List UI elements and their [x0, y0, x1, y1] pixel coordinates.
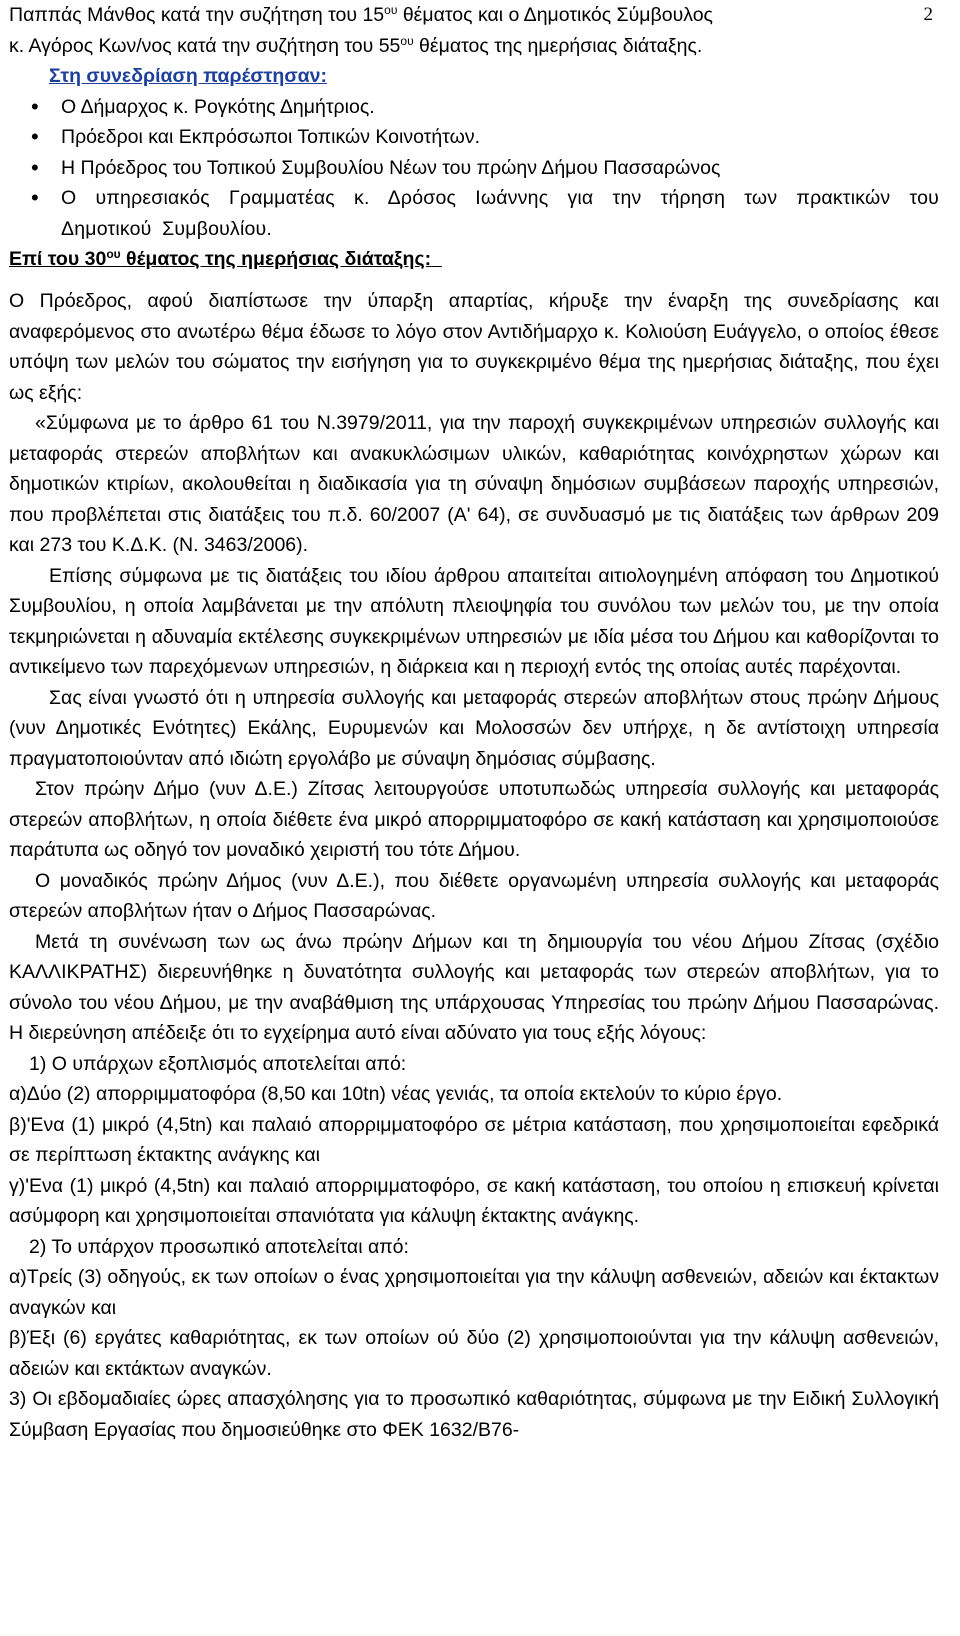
equipment-item-b: β)'Ενα (1) μικρό (4,5tn) και παλαιό απορριμματοφόρο σε μέτρια κατάσταση, που χρησιμοποιείται εφεδρικά σε περίπτωση έκτακτης ανάγκης και: [9, 1113, 939, 1166]
equipment-heading: 1) Ο υπάρχων εξοπλισμός αποτελείται από:: [29, 1052, 407, 1075]
equipment-item-c: γ)'Ενα (1) μικρό (4,5tn) και παλαιό απορριμματοφόρο, σε κακή κατάσταση, του οποίου η επισκευή κρίνεται ασύμφορη και χρησιμοποιείται σπανιότατα για κάλυψη έκτακτης ανάγκης.: [9, 1174, 939, 1227]
staff-item-b: β)Έξι (6) εργάτες καθαριότητας, εκ των οποίων ού δύο (2) χρησιμοποιούνται για την κάλυψη ασθενειών, αδειών και εκτάκτων αναγκών.: [9, 1327, 939, 1380]
intro-text: Παππάς Μάνθος κατά την συζήτηση του 15: [9, 4, 385, 26]
superscript: ου: [400, 33, 414, 48]
superscript: ου: [384, 3, 398, 17]
staff-item-a: α)Τρείς (3) οδηγούς, εκ των οποίων ο ένας χρησιμοποιείται για την κάλυψη ασθενειών, αδειών και έκτακτων αναγκών και: [9, 1266, 939, 1319]
attendee-item: • Πρόεδροι και Εκπρόσωποι Τοπικών Κοινοτήτων.: [9, 122, 939, 153]
attendee-item: • Ο υπηρεσιακός Γραμματέας κ. Δρόσος Ιωάννης για την τήρηση των πρακτικών του Δημοτικού Συμβουλίου.: [9, 183, 939, 244]
document-page: [9, 0, 939, 1445]
topic-heading-text: θέματος της ημερήσιας διάταξης:: [120, 248, 432, 270]
item-3: 3) Οι εβδομαδιαίες ώρες απασχόλησης για το προσωπικό καθαριότητας, σύμφωνα με την Ειδική Συλλογική Σύμβαση Εργασίας που δημοσιεύθηκε στο ΦΕΚ 1632/Β76-: [9, 1388, 939, 1441]
paragraph-4: Σας είναι γνωστό ότι η υπηρεσία συλλογής και μεταφοράς στερεών αποβλήτων στους πρώην Δήμους (νυν Δημοτικές Ενότητες) Εκάλης, Ευρυμενών και Μολοσσών δεν υπήρχε, η δε αντίστοιχη υπηρεσία πραγματοποιούνταν από ιδιώτη εργολάβο με σύναψη δημόσιας σύμβασης.: [9, 686, 939, 770]
page-number: 2: [923, 4, 933, 25]
intro-text: θέματος και ο Δημοτικός Σύμβουλος: [397, 4, 713, 26]
paragraph-3: Επίσης σύμφωνα με τις διατάξεις του ιδίου άρθρου απαιτείται αιτιολογημένη απόφαση του Δημοτικού Συμβουλίου, η οποία λαμβάνεται με την απόλυτη πλειοψηφία του συνόλου των μελών του, με την οποία τεκμηριώνεται η αδυναμία εκτέλεσης συγκεκριμένων υπηρεσιών με ιδία μέσα του Δήμου και καθορίζονται το αντικείμενο των παρεχόμενων υπηρεσιών, η διάρκεια και η περιοχή εντός της οποίας αυτές παρέχονται.: [9, 564, 939, 678]
intro-text: θέματος της ημερήσιας διάταξης.: [413, 34, 703, 57]
paragraph-7: Μετά τη συνένωση των ως άνω πρώην Δήμων και τη δημιουργία του νέου Δήμου Ζίτσας (σχέδιο ΚΑΛΛΙΚΡΑΤΗΣ) διερευνήθηκε η δυνατότητα συλλογής και μεταφοράς των στερεών αποβλήτων, για το σύνολο του νέου Δήμου, με την αναβάθμιση της υπάρχουσας Υπηρεσίας του πρώην Δήμου Πασσαρώνας. Η διερεύνηση απέδειξε ότι το εγχείρημα αυτό είναι αδύνατο για τους εξής λόγους:: [9, 930, 939, 1044]
superscript: ου: [106, 247, 121, 261]
paragraph-1: Ο Πρόεδρος, αφού διαπίστωσε την ύπαρξη απαρτίας, κήρυξε την έναρξη της συνεδρίασης και αναφερόμενος στο ανωτέρω θέμα έδωσε το λόγο στον Αντιδήμαρχο κ. Κολιούση Ευάγγελο, ο οποίος έθεσε υπόψη των μελών του σώματος την εισήγηση για το συγκεκριμένο θέμα της ημερήσιας διάταξης, που έχει ως εξής:: [9, 290, 939, 404]
staff-heading: 2) Το υπάρχον προσωπικό αποτελείται από:: [29, 1235, 409, 1258]
attendee-item: • Ο Δήμαρχος κ. Ρογκότης Δημήτριος.: [9, 92, 939, 123]
paragraph-2: «Σύμφωνα με το άρθρο 61 του Ν.3979/2011, για την παροχή συγκεκριμένων υπηρεσιών συλλογής και μεταφοράς στερεών αποβλήτων και ανακυκλώσιμων υλικών, καθαριότητας κοινόχρηστων χώρων και δημοτικών κτιρίων, ακολουθείται η διαδικασία για τη σύναψη δημόσιων συμβάσεων παροχής υπηρεσιών, που προβλέπεται στις διατάξεις του π.δ. 60/2007 (Α' 64), σε συνδυασμό με τις διατάξεις των άρθρων 209 και 273 του Κ.Δ.Κ. (Ν. 3463/2006).: [9, 412, 939, 556]
attendee-item: • Η Πρόεδρος του Τοπικού Συμβουλίου Νέων του πρώην Δήμου Πασσαρώνος: [9, 153, 939, 184]
paragraph-5: Στον πρώην Δήμο (νυν Δ.Ε.) Ζίτσας λειτουργούσε υποτυπωδώς υπηρεσία συλλογής και μεταφοράς στερεών αποβλήτων, η οποία διέθετε ένα μικρό απορριμματοφόρο σε κακή κατάσταση και χρησιμοποιούσε παράτυπα ως οδηγό τον μοναδικό χειριστή του τότε Δήμου.: [9, 778, 939, 861]
present-heading: Στη συνεδρίαση παρέστησαν:: [49, 65, 328, 87]
attendees-list: [9, 92, 939, 245]
topic-heading: [9, 244, 939, 274]
topic-heading-text: Επί του 30: [9, 248, 107, 270]
intro-text: κ. Αγόρος Κων/νος κατά την συζήτηση του 55: [9, 34, 401, 57]
equipment-item-a: α)Δύο (2) απορριμματοφόρα (8,50 και 10tn) νέας γενιάς, τα οποία εκτελούν το κύριο έργο.: [9, 1083, 783, 1105]
intro-line-1: [9, 0, 914, 31]
intro-line-2: [9, 31, 939, 62]
paragraph-6: Ο μοναδικός πρώην Δήμος (νυν Δ.Ε.), που διέθετε οργανωμένη υπηρεσία συλλογής και μεταφοράς στερεών αποβλήτων ήταν ο Δήμος Πασσαρώνας.: [9, 869, 939, 922]
